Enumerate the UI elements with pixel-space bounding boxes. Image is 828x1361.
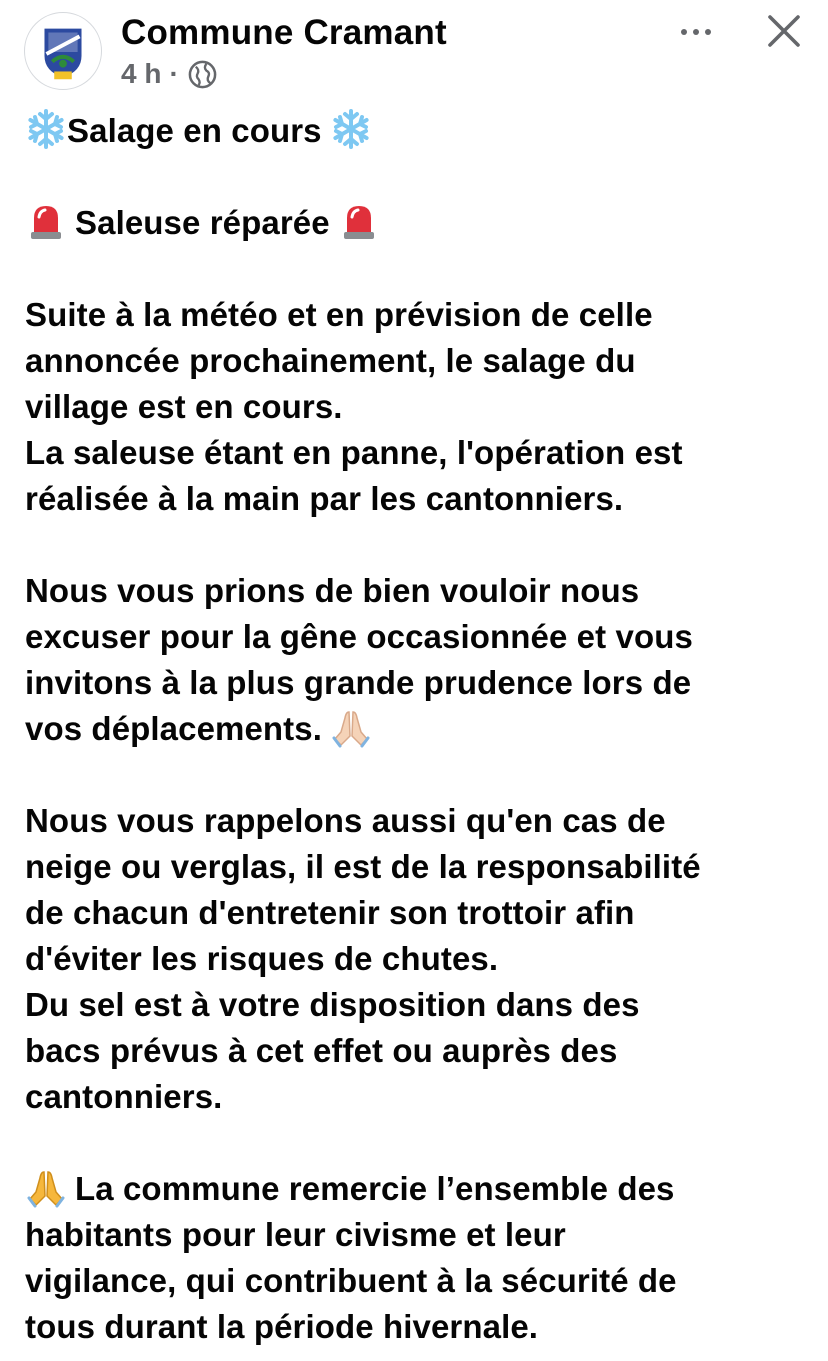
post-subtitle-line (25, 200, 815, 246)
text-line: vigilance, qui contribuent à la sécurité de (25, 1262, 677, 1299)
text-line: habitants pour leur civisme et leur (25, 1216, 566, 1253)
text-line: Suite à la météo et en prévision de celle (25, 296, 653, 333)
paragraph-4 (25, 1166, 815, 1350)
text-line: neige ou verglas, il est de la responsabilité (25, 848, 701, 885)
globe-icon[interactable] (187, 59, 218, 90)
coat-of-arms-icon (25, 13, 101, 89)
text-line: excuser pour la gêne occasionnée et vous (25, 618, 693, 655)
text-line: Nous vous prions de bien vouloir nous (25, 572, 640, 609)
text-line: de chacun d'entretenir son trottoir afin (25, 894, 635, 931)
close-button[interactable] (760, 10, 808, 54)
text-line: village est en cours. (25, 388, 343, 425)
post-title: Salage en cours (67, 112, 322, 149)
text-line: réalisée à la main par les cantonniers. (25, 480, 624, 517)
text-line: bacs prévus à cet effet ou auprès des (25, 1032, 618, 1069)
post-time[interactable]: 4 h (121, 58, 162, 89)
snowflake-icon (330, 108, 372, 150)
paragraph-2 (25, 568, 815, 752)
more-dot (693, 29, 699, 35)
more-horizontal-icon (681, 29, 687, 35)
paragraph-3 (25, 798, 815, 1120)
text-line: cantonniers. (25, 1078, 223, 1115)
folded-hands-icon (330, 706, 372, 748)
more-options-button[interactable] (668, 12, 724, 52)
text-line: tous durant la période hivernale. (25, 1308, 539, 1345)
text-line: vos déplacements. (25, 710, 322, 747)
text-line: annoncée prochainement, le salage du (25, 342, 636, 379)
text-line: Nous vous rappelons aussi qu'en cas de (25, 802, 666, 839)
more-dot (705, 29, 711, 35)
post-subtitle: Saleuse réparée (75, 204, 330, 241)
close-icon (760, 10, 808, 54)
page-name[interactable]: Commune Cramant (121, 13, 447, 52)
text-line: invitons à la plus grande prudence lors de (25, 664, 692, 701)
siren-icon (338, 200, 380, 242)
post-text (25, 108, 815, 1350)
text-line: La commune remercie l’ensemble des (75, 1170, 675, 1207)
text-line: d'éviter les risques de chutes. (25, 940, 499, 977)
post-meta (121, 56, 218, 92)
snowflake-icon (25, 108, 67, 150)
folded-hands-icon (25, 1166, 67, 1208)
meta-separator: · (169, 58, 179, 89)
post-header (0, 0, 828, 100)
text-line: Du sel est à votre disposition dans des (25, 986, 640, 1023)
page-avatar[interactable] (24, 12, 102, 90)
text-line: La saleuse étant en panne, l'opération est (25, 434, 683, 471)
paragraph-1 (25, 292, 815, 522)
post-title-line (25, 108, 815, 154)
siren-icon (25, 200, 67, 242)
